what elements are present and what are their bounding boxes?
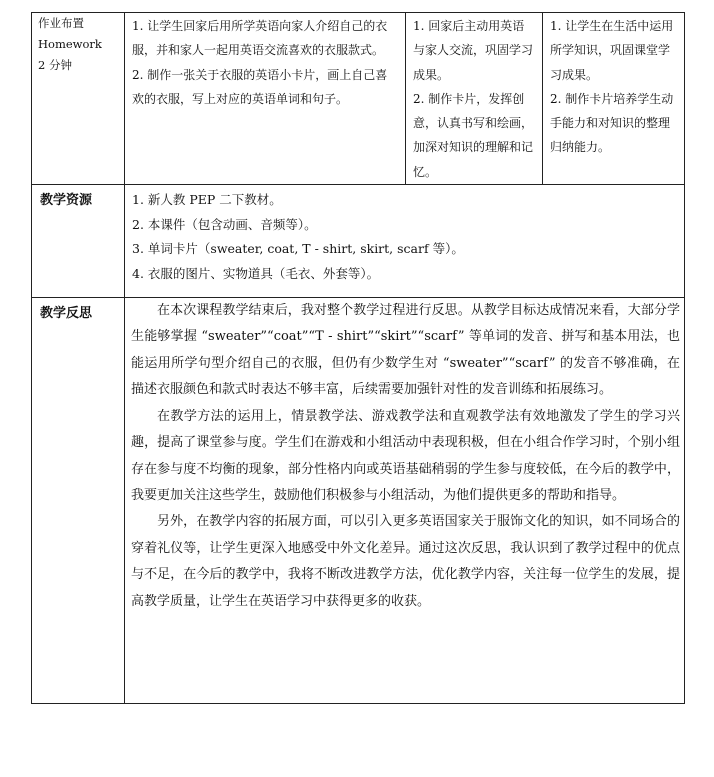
resources-row [32,185,685,298]
homework-row [32,13,685,185]
student-activity-cell [406,13,543,185]
homework-label-line: 2 分钟 [38,58,72,72]
resources-label-cell [32,185,125,298]
homework-content-item: 2. 制作一张关于衣服的英语小卡片，画上自己喜欢的衣服，写上对应的英语单词和句子。 [132,67,388,106]
reflection-paragraph: 在本次课程教学结束后，我对整个教学过程进行反思。从教学目标达成情况来看，大部分学生能够掌握 “sweater”“coat”“T - shirt”“skirt”“scarf” 等单词的发音、拼写和基本用法，也能运用所学句型介绍自己的衣服，但仍有少数学生对 “sweater”“scarf” 的发音不够准确，在描述衣服颜色和款式时表达不够丰富，后续需要加强针对性的发音训练和拓展练习。 [131,303,680,398]
reflection-content-cell [125,298,685,704]
design-intent-item: 1. 让学生在生活中运用所学知识，巩固课堂学习成果。 [550,19,674,82]
lesson-plan-table [31,12,685,704]
student-activity-item: 2. 制作卡片，发挥创意，认真书写和绘画，加深对知识的理解和记忆。 [413,91,534,179]
reflection-row [32,298,685,704]
design-intent-item: 2. 制作卡片培养学生动手能力和对知识的整理归纳能力。 [550,91,674,155]
homework-label-line: 作业布置 [38,16,84,30]
design-intent-cell [543,13,685,185]
homework-label-cell [32,13,125,185]
homework-label-line: Homework [38,37,102,51]
resource-item: 2. 本课件（包含动画、音频等）。 [132,216,317,232]
resource-item: 3. 单词卡片（sweater, coat, T - shirt, skirt, scarf 等）。 [132,241,464,257]
reflection-paragraph: 另外，在教学内容的拓展方面，可以引入更多英语国家关于服饰文化的知识，如不同场合的穿着礼仪等，让学生更深入地感受中外文化差异。通过这次反思，我认识到了教学过程中的优点与不足，在今后的教学中，我将不断改进教学方法，优化教学内容，关注每一位学生的发展，提高教学质量，让学生在英语学习中获得更多的收获。 [131,514,680,609]
resources-content-cell [125,185,685,298]
reflection-paragraph: 在教学方法的运用上，情景教学法、游戏教学法和直观教学法有效地激发了学生的学习兴趣，提高了课堂参与度。学生们在游戏和小组活动中表现积极，但在小组合作学习时，个别小组存在参与度不均衡的现象，部分性格内向或英语基础稍弱的学生参与度较低，在今后的教学中，我要更加关注这些学生，鼓励他们积极参与小组活动，为他们提供更多的帮助和指导。 [131,408,680,503]
reflection-label-cell [32,298,125,704]
homework-content-item: 1. 让学生回家后用所学英语向家人介绍自己的衣服，并和家人一起用英语交流喜欢的衣服款式。 [132,19,388,58]
student-activity-item: 1. 回家后主动用英语与家人交流，巩固学习成果。 [413,19,534,82]
homework-content-cell [125,13,406,185]
resource-item: 1. 新人教 PEP 二下教材。 [132,192,282,208]
resources-label: 教学资源 [40,193,93,209]
reflection-label: 教学反思 [40,306,93,322]
resource-item: 4. 衣服的图片、实物道具（毛衣、外套等）。 [132,265,380,281]
